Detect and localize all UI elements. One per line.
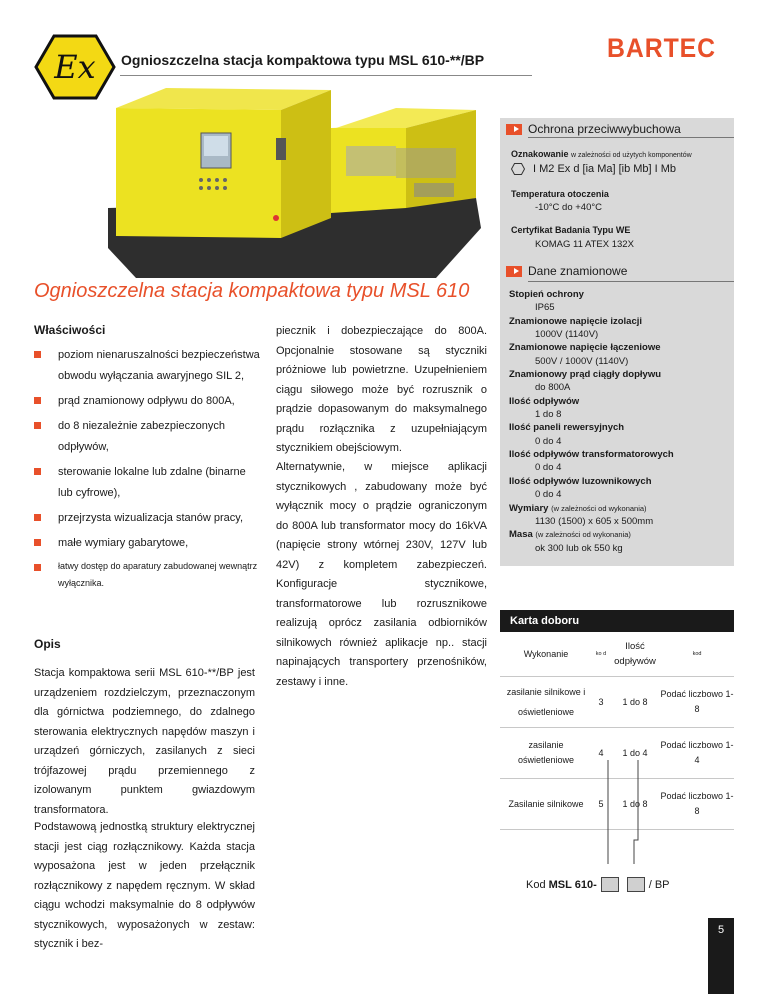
cert-label: Certyfikat Badania Typu WE	[511, 225, 631, 235]
table-cell: 1 do 4	[610, 728, 660, 779]
table-header: Wykonanie	[500, 632, 592, 677]
table-cell: Podać liczbowo 1-8	[660, 779, 734, 830]
code-suffix: / BP	[648, 878, 670, 891]
description-paragraph: Stacja kompaktowa serii MSL 610-**/BP jest urządzeniem rozdzielczym, przeznaczonym dla górnictwa podziemnego, do zdalnego sterowania elektrycznych napędów maszyn i urządzeń górniczych, zasilanych z sieci trójfazowej prądu przemiennego z izolowanym punktem gwiazdowym transformatora.	[34, 667, 255, 816]
dims-label-line	[509, 502, 733, 515]
spec-label: Ilość odpływów luzownikowych	[509, 475, 652, 487]
marking-note: w zależności od użytych komponentów	[571, 152, 692, 159]
table-header: ko d	[592, 632, 610, 677]
spec-label: Znamionowy prąd ciągły dopływu	[509, 369, 662, 381]
table-header: Ilość odpływów	[610, 632, 660, 677]
code-prefix: Kod	[526, 878, 546, 891]
ex-logo-text: Ex	[54, 48, 96, 86]
spec-label: Znamionowe napięcie izolacji	[509, 315, 643, 327]
mass-value: ok 300 lub ok 550 kg	[535, 542, 623, 554]
spec-value: IP65	[535, 302, 555, 314]
description-paragraph: Alternatywnie, w miejsce aplikacji stycznikowych , zabudowany może być wyłącznik mocy o prądzie ograniczonym do 800A lub transformator mocy do 16kVA (napięcie strony wtórnej 230V, 127V lub 42V) z kompletem zabezpieczeń. Konfiguracje stycznikowe, transformatorowe lub rozrusznikowe realizują oprócz zasilania odbiorników silnikowych również aplikacje np.. stacji napinających transportery przenośników, zestawy i inne.	[276, 461, 487, 688]
spec-value: 0 do 4	[535, 489, 562, 501]
spec-value: 1 do 8	[535, 409, 562, 421]
page-number: 5	[717, 924, 725, 936]
table-header-row	[500, 632, 734, 677]
description-paragraph: piecznik i dobezpieczające do 800A. Opcjonalnie stosowane są styczniki próżniowe lub powietrzne. Uzupełnieniem ciągu siłowego może być rozrusznik o prądzie dopasowanym do maksymalnego prądu rozłącznika z uzupełniającym stycznikiem obejściowym.	[276, 325, 487, 454]
section-header-ratings	[506, 264, 627, 278]
feature-item: sterowanie lokalne lub zdalne (binarne lub cyfrowe),	[34, 462, 262, 504]
arrow-icon	[506, 124, 522, 135]
dims-note: (w zależności od wykonania)	[551, 503, 647, 513]
table-cell: Podać liczbowo 1-8	[660, 677, 734, 728]
code-box	[601, 877, 619, 892]
table-cell: 1 do 8	[610, 677, 660, 728]
feature-item: poziom nienaruszalności bezpieczeństwa obwodu wyłączania awaryjnego SIL 2,	[34, 345, 262, 387]
spec-value: 0 do 4	[535, 462, 562, 474]
features-list	[34, 345, 262, 596]
arrow-icon	[506, 266, 522, 277]
section-divider	[528, 281, 734, 282]
spec-value: do 800A	[535, 382, 571, 394]
features-title: Właściwości	[34, 323, 106, 337]
spec-label: Ilość odpływów transformatorowych	[509, 449, 674, 461]
code-connector-lines	[590, 760, 650, 885]
feature-item: przejrzysta wizualizacja stanów pracy,	[34, 508, 262, 529]
marking-value: I M2 Ex d [ia Ma] [ib Mb] I Mb	[533, 163, 677, 175]
code-model: MSL 610-	[548, 878, 597, 891]
spec-list	[509, 288, 733, 555]
spec-label: Ilość odpływów	[509, 395, 580, 407]
marking-label: Oznakowanie	[511, 149, 569, 159]
header-divider	[120, 75, 532, 76]
mass-label-line	[509, 528, 733, 541]
temp-label: Temperatura otoczenia	[511, 189, 609, 199]
spec-label: Stopień ochrony	[509, 289, 584, 300]
feature-item: prąd znamionowy odpływu do 800A,	[34, 391, 262, 412]
page-title: Ognioszczelna stacja kompaktowa typu MSL 610-**/BP	[121, 52, 485, 68]
table-cell: Podać liczbowo 1-4	[660, 728, 734, 779]
table-cell: Zasilanie silnikowe	[500, 779, 592, 830]
brand-logo: BARTEC	[607, 33, 717, 63]
marking-label-line	[511, 149, 692, 159]
spec-value: 500V / 1000V (1140V)	[535, 355, 629, 367]
dims-value: 1130 (1500) x 605 x 500mm	[535, 515, 654, 527]
table-cell: 4	[592, 728, 610, 779]
table-header: kod	[660, 632, 734, 677]
section-header-ex-protection	[506, 122, 681, 136]
spec-label: Ilość paneli rewersyjnych	[509, 422, 625, 434]
order-code	[526, 877, 670, 892]
mass-label: Masa	[509, 529, 533, 541]
cert-value: KOMAG 11 ATEX 132X	[535, 239, 634, 250]
temp-value: -10°C do +40°C	[535, 202, 603, 213]
table-cell: 3	[592, 677, 610, 728]
spec-value: 0 do 4	[535, 435, 562, 447]
section-title: Dane znamionowe	[528, 264, 628, 278]
section-title: Ochrona przeciwwybuchowa	[528, 122, 681, 136]
section-divider	[528, 137, 734, 138]
code-box	[627, 877, 645, 892]
mass-note: (w zależności od wykonania)	[535, 530, 631, 540]
table-cell: zasilanie silnikowe i oświetleniowe	[500, 677, 592, 728]
spec-label: Znamionowe napięcie łączeniowe	[509, 342, 661, 354]
table-cell: 5	[592, 779, 610, 830]
description-title: Opis	[34, 637, 61, 651]
feature-item: do 8 niezależnie zabezpieczonych odpływów,	[34, 416, 262, 458]
table-cell: 1 do 8	[610, 779, 660, 830]
ex-hex-icon	[511, 163, 525, 175]
table-row	[500, 677, 734, 728]
selection-table-title: Karta doboru	[500, 610, 734, 632]
main-heading: Ognioszczelna stacja kompaktowa typu MSL 610	[34, 280, 470, 302]
product-image	[96, 88, 496, 288]
spec-value: 1000V (1140V)	[535, 329, 599, 341]
description-paragraph: Podstawową jednostką struktury elektrycznej stacji jest ciąg rozłącznikowy. Każda stacja wyposażona jest w jeden przełącznik rozłącznikowy z napędem ręcznym. W skład ciągu wchodzi maksymalnie do 8 odpływów stycznikowych, wyposażonych w zestaw: stycznik i bez-	[34, 821, 255, 950]
marking-value-line	[511, 163, 676, 175]
dims-label: Wymiary	[509, 502, 549, 514]
feature-item: łatwy dostęp do aparatury zabudowanej wewnątrz wyłącznika.	[34, 558, 262, 592]
feature-item: małe wymiary gabarytowe,	[34, 533, 262, 554]
table-cell: zasilanie oświetleniowe	[500, 728, 592, 779]
